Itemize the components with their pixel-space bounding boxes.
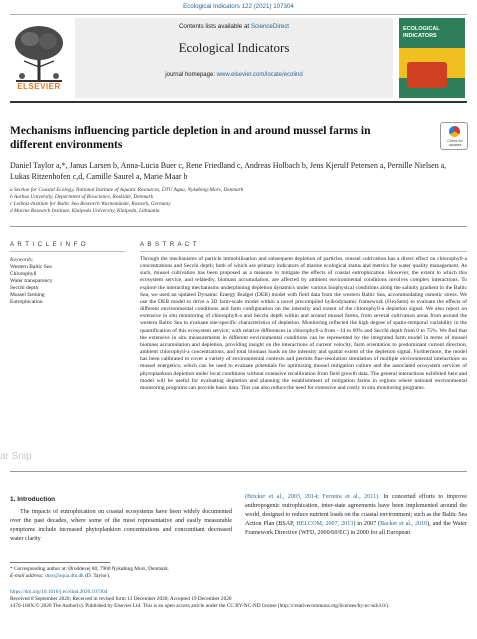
email-label: E-mail address: — [10, 573, 44, 579]
check-updates-icon — [449, 126, 460, 137]
citation-link[interactable]: Backer et al., 2010 — [380, 521, 428, 528]
email-suffix: (D. Taylor). — [85, 573, 111, 579]
author-list[interactable]: Daniel Taylor a,*, Janus Larsen b, Anna-Lucia Buer c, Rene Friedland c, Andreas Holbach b, Jens Kjerulf Petersen a, Pernille Nielsen a, Lukas Ritzenhofen c,d, Camille Saurel a, Marie Maar b — [10, 161, 447, 181]
section-divider — [10, 226, 467, 227]
check-for-updates-button[interactable] — [440, 122, 468, 150]
introduction-right-column — [245, 493, 467, 538]
email-line — [10, 573, 310, 580]
doi-link[interactable]: https://doi.org/10.1016/j.ecolind.2020.107304 — [10, 589, 108, 595]
abstract-heading: A B S T R A C T — [140, 242, 198, 248]
elsevier-wordmark[interactable]: ELSEVIER — [17, 82, 61, 91]
corresponding-author-footnote — [10, 566, 310, 580]
keyword-item: Secchi depth — [10, 285, 39, 291]
introduction-left-column: The impacts of eutrophication on coastal ecosystems have been widely documented over the past decades, where some of the most representative and easily measurable symptoms include increased phytoplankton concentrations and concomitant decreased water clarity — [10, 509, 232, 543]
citation-link[interactable]: (Bricker et al., 2003, 2014; Ferreira et al., 2011). — [245, 494, 380, 500]
affiliation-item: d Marine Research Institute, Klaipeda University, Klaipeda, Lithuania — [10, 208, 160, 214]
affiliation-item: c Leibniz-Institute for Baltic Sea Research Warnemünde, Rostock, Germany — [10, 201, 171, 207]
keywords-list — [10, 264, 125, 306]
elsevier-tree-logo-icon — [10, 18, 68, 88]
keyword-item: Chlorophyll — [10, 271, 37, 277]
homepage-prefix: journal homepage: — [165, 72, 215, 78]
intro-text: In concerted efforts to improve anthropogenic eutrophication, inter-state agreements have been implemented around the world, designed to reduce nutrient loads on the coastal environment; such as the Baltic Sea Action Plan (BSAP, — [245, 494, 467, 528]
introduction-heading: 1. Introduction — [10, 496, 56, 503]
keyword-item: Mussel farming — [10, 292, 45, 298]
cover-graphic-block — [407, 62, 447, 88]
keywords-label: Keywords: — [10, 257, 34, 263]
abstract-end-divider — [10, 471, 467, 472]
contents-available-line — [75, 23, 393, 30]
affiliations — [10, 187, 465, 215]
affiliation-item: b Aarhus University, Department of Bioscience, Roskilde, Denmark — [10, 194, 154, 200]
received-dates: Received 8 September 2020; Received in revised form 13 December 2020; Accepted 19 December 2020 — [10, 596, 232, 603]
cover-title: ECOLOGICAL INDICATORS — [403, 26, 440, 39]
article-info-divider — [10, 251, 125, 252]
intro-text: ) in 2007 ( — [353, 521, 381, 528]
header-top-divider — [10, 14, 467, 15]
journal-reference: Ecological Indicators 122 (2021) 107304 — [183, 3, 294, 10]
article-info-heading: A R T I C L E I N F O — [10, 242, 87, 248]
contents-prefix: Contents lists available at — [178, 23, 250, 30]
journal-homepage-link[interactable]: www.elsevier.com/locate/ecolind — [216, 72, 303, 78]
corresponding-author-text: * Corresponding author at: Øroddevej 80, 7900 Nykøbing Mors, Denmark. — [10, 566, 170, 572]
journal-homepage-line — [75, 72, 393, 78]
abstract-divider — [140, 251, 467, 252]
header-bottom-divider — [10, 101, 467, 103]
journal-header-band — [75, 18, 393, 98]
intro-text: ), and the Water Framework Directive (WFD, 2000/60/EC) in 2000 for all European — [245, 521, 467, 537]
keyword-item: Western Baltic Sea — [10, 264, 52, 270]
abstract-body: Through the mechanisms of particle immobilisation and subsequent depletion of particles, mussel cultivation has a direct effect on chlorophyll-a concentrations and Secchi depth; both of which are primary indicators of marine ecological status and metrics for water quality management. As such, mussel cultivation has been proposed as a measure to mitigate the effects of coastal eutrophication. However, the extent to which this ecosystem service, and relatedly, biomass accumulation, are affected by ambient environmental conditions involves complex interactions. To explore the interacting mechanisms underpinning depletion dynamics under various biophysical conditions along the salinity gradient in the Baltic Sea, we used an updated Dynamic Energy Budget (DEB) model with field data from the western Baltic Sea, accommodating osmotic stress. We use the DEB model to drive a 3D farm-scale model within a novel precompiled hydrodynamic framework (FlexSem) to evaluate the effects of different environmental conditions and farm configuration on the intensity and extent of the chlorophyll-a depletion signal. We also report on extensive in situ monitoring of chlorophyll-a and Secchi depth within and around mussel farms, from several cultivation areas from around the western Baltic Sea to evaluate site-specific characteristics of depletion. Monitoring reflected the high degree of spatio-temporal variability in the quantification of this ecosystem service; with relative differences in chlorophyll-a from −14 to 69% and Secchi depth from 0 to 75%. We find that the extensive in situ measurements in different environmental conditions can be represented by the integrated farm model in terms of mussel biomass accumulation and depletion, providing insight on the interactions of current velocity, farm orientation to predominant current direction, ambient chlorophyll-a concentrations, and total biomass loads on the intensity and spatial extent of the depletion signal. Furthermore, the model has been calibrated to cover a variety of environmental contexts and permits fine-resolution simulation of multiple environmental interactions on mussel energetics, which can be used to evaluate potentials for optimizing mussel mitigation culture and the associated ecosystem services of phytoplankton depletion under local conditions without extensive recalibration from field growth data. The general interactions exhibited here and model will be useful for evaluating depletion and planning the establishment of mitigation farms in regions where national environmental monitoring programs can provide basic data. This can also reduce the need for extensive and costly in situ monitoring programs. — [140, 256, 467, 391]
article-title: Mechanisms influencing particle depletion in and around mussel farms in different environments — [10, 125, 371, 151]
check-updates-label: Check for updates — [447, 139, 463, 147]
journal-title[interactable]: Ecological Indicators — [178, 40, 290, 55]
email-link[interactable]: dtay@aqua.dtu.dk — [45, 573, 84, 579]
keyword-item: Water transparency — [10, 278, 53, 284]
footnote-divider — [10, 562, 110, 563]
sciencedirect-link[interactable]: ScienceDirect — [250, 23, 290, 30]
affiliation-item: a Section for Coastal Ecology, National Institute of Aquatic Resources, DTU Aqua, Nykøbing-Mors, Denmark — [10, 187, 244, 193]
publication-info — [10, 589, 467, 611]
citation-link[interactable]: HELCOM, 2007, 2013 — [296, 521, 354, 528]
license-text[interactable]: 1470-160X/© 2020 The Author(s). Published by Elsevier Ltd. This is an open access article under the CC BY-NC-ND license (http://creativecommons.org/licenses/by-nc-nd/4.0/). — [10, 603, 390, 610]
snip-watermark: ar Snip — [0, 451, 32, 462]
journal-cover-thumbnail[interactable] — [399, 18, 465, 98]
keyword-item: Eutrophication — [10, 299, 43, 305]
